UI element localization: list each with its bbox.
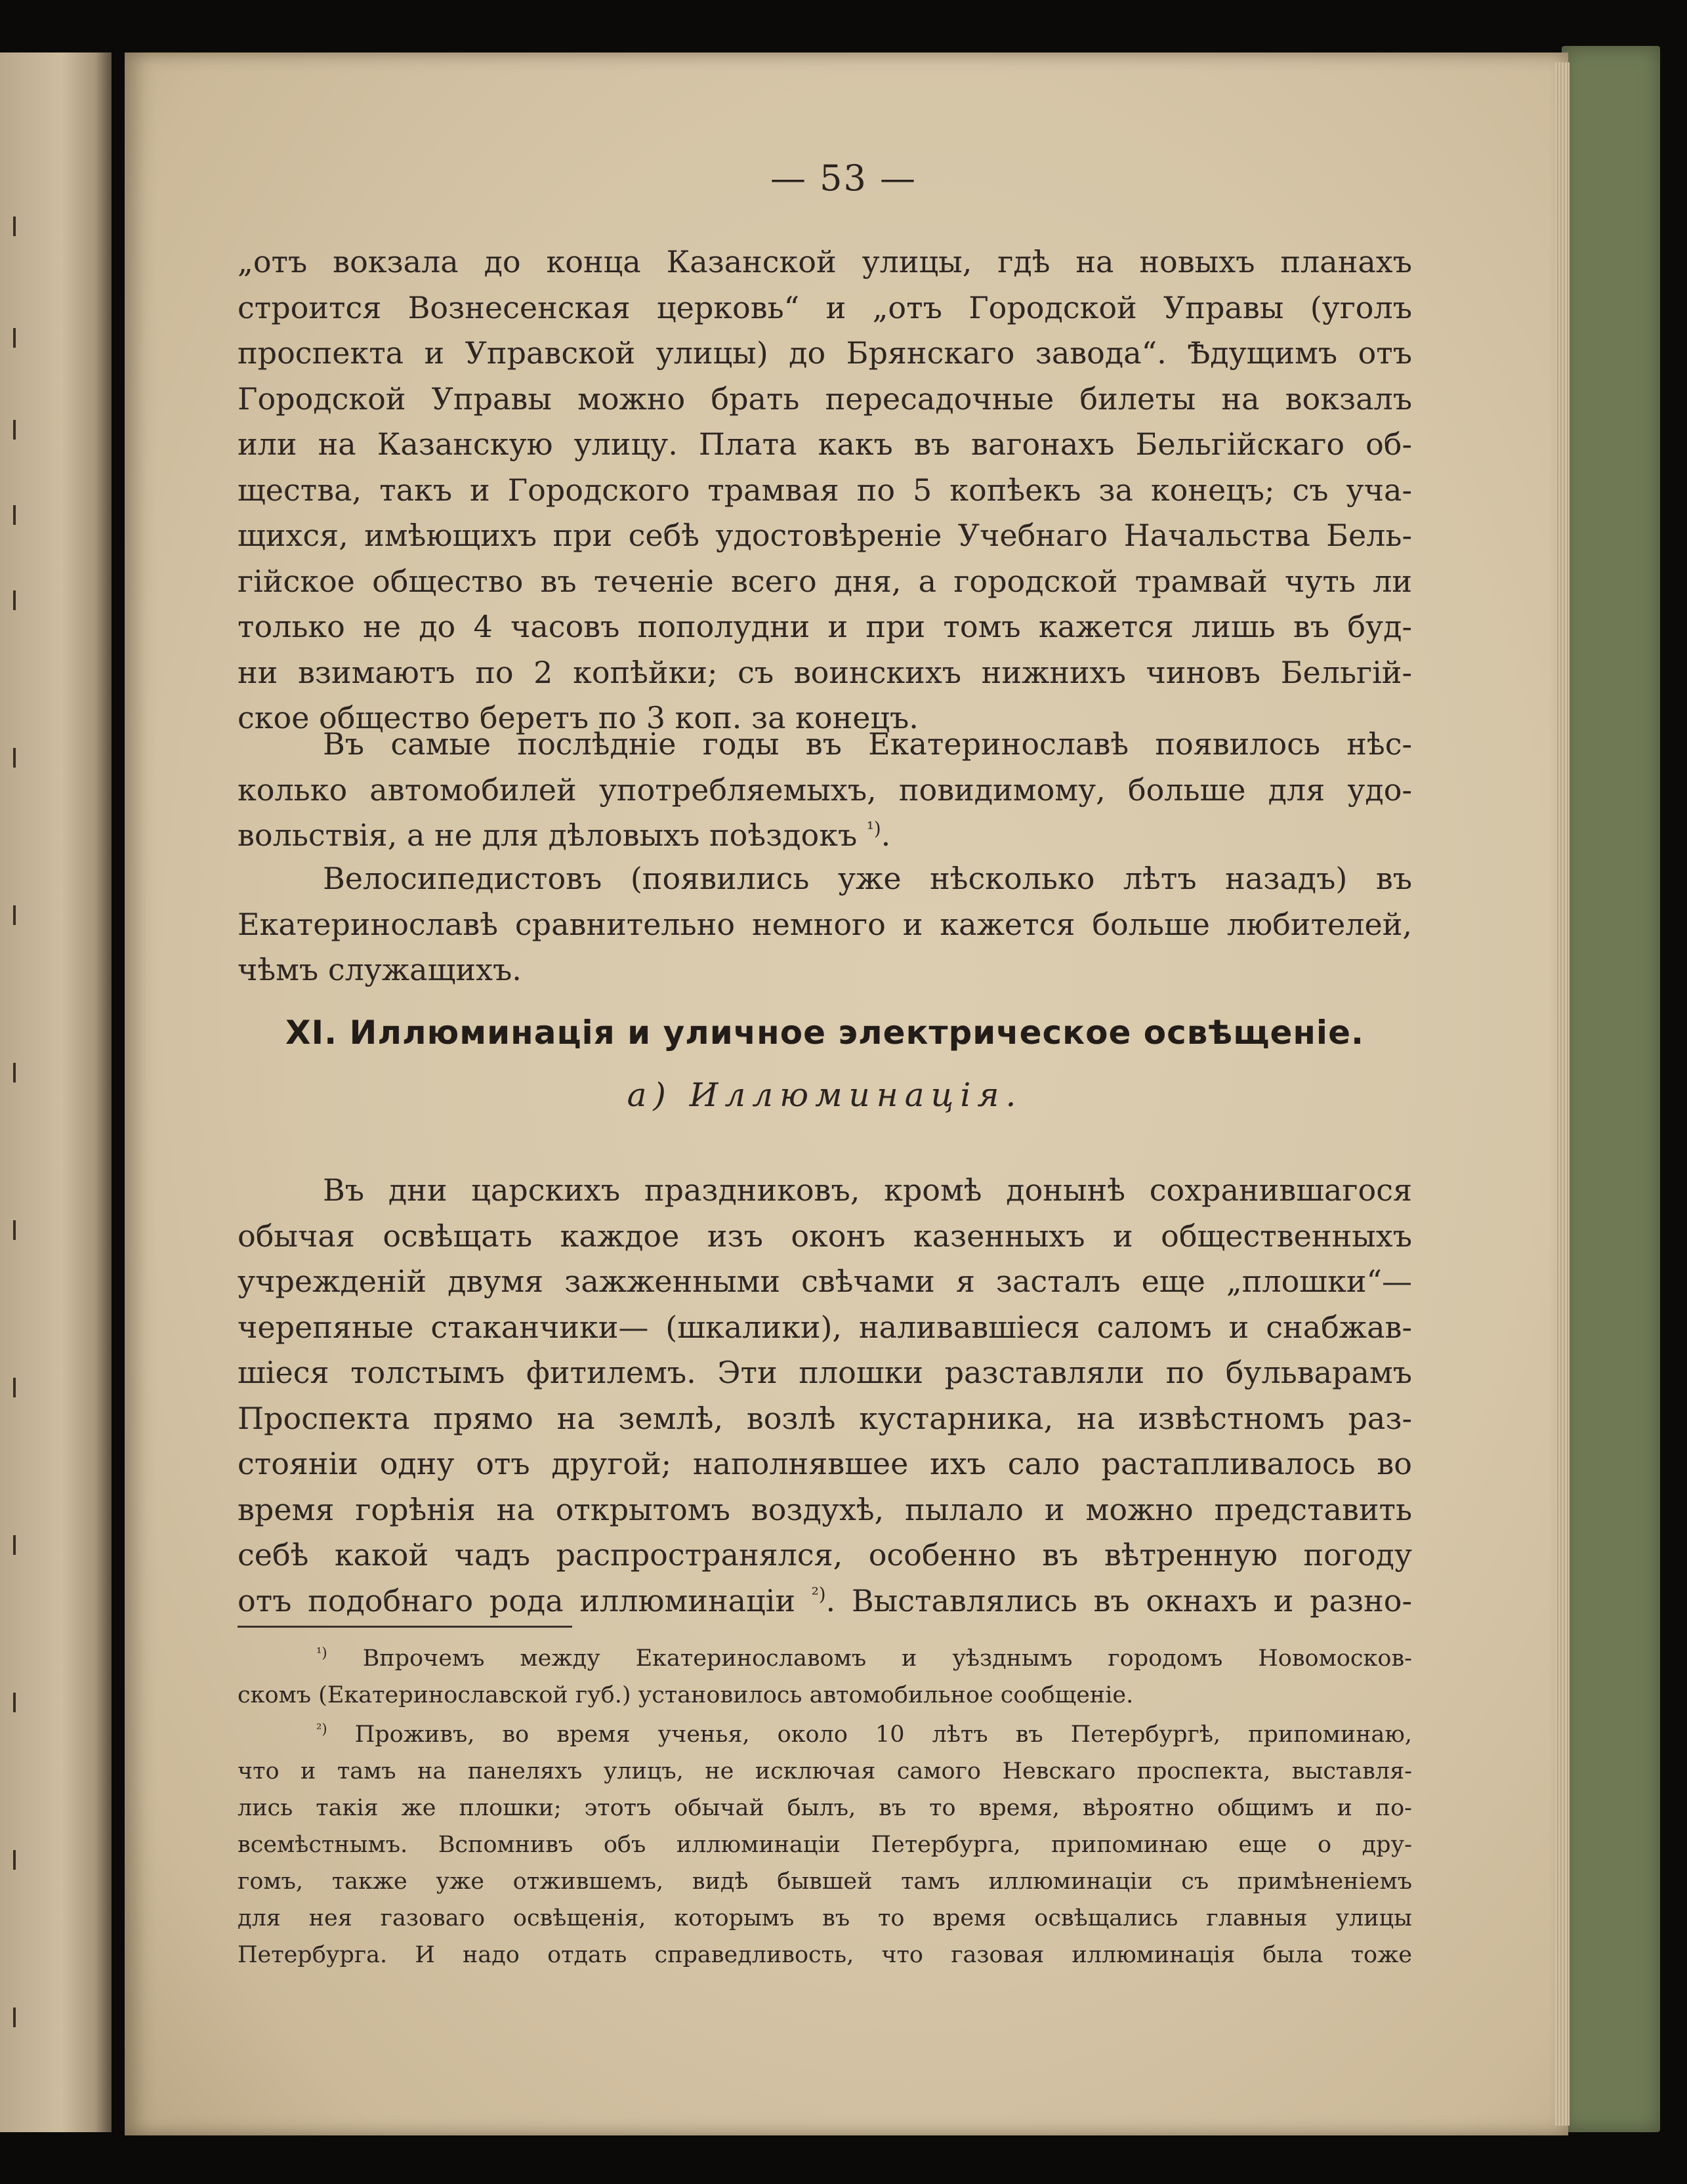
footnote-line: для нея газоваго освѣщенія, которымъ въ то время освѣщались главныя улицы — [238, 1905, 1412, 1931]
text-line: щества, такъ и Городского трамвая по 5 копѣекъ за конецъ; съ уча- — [238, 472, 1412, 508]
footnote-marker: ¹) — [316, 1645, 327, 1661]
text-fragment: Проживъ, во время ученья, около 10 лѣтъ въ Петербургѣ, припоминаю, — [354, 1721, 1412, 1748]
footnote-line: лись такія же плошки; этотъ обычай былъ, въ то время, вѣроятно общимъ и по- — [238, 1795, 1412, 1821]
text-line: чѣмъ служащихъ. — [238, 952, 522, 987]
footnote-line — [238, 1716, 1412, 1753]
ink-mark — [13, 1850, 16, 1870]
text-fragment: . — [881, 817, 891, 853]
ink-mark — [13, 590, 16, 610]
text-line: Городской Управы можно брать пересадочные билеты на вокзалъ — [238, 381, 1412, 417]
ink-mark — [13, 1693, 16, 1712]
text-line: шіеся толстымъ фитилемъ. Эти плошки разставляли по бульварамъ — [238, 1355, 1412, 1390]
ink-mark — [13, 905, 16, 925]
footnote-line: что и тамъ на панеляхъ улицъ, не исключая самого Невскаго проспекта, выставля- — [238, 1758, 1412, 1784]
ink-mark — [13, 505, 16, 525]
page-number: — 53 — — [770, 157, 917, 199]
text-line: только не до 4 часовъ пополудни и при томъ кажется лишь въ буд- — [238, 609, 1412, 644]
text-line: время горѣнія на открытомъ воздухѣ, пылало и можно представить — [238, 1491, 1412, 1527]
text-line: Въ самые послѣдніе годы въ Екатеринославѣ появилось нѣс- — [323, 726, 1412, 762]
text-line: черепяные стаканчики— (шкалики), наливавшіеся саломъ и снабжав- — [238, 1309, 1412, 1345]
text-line: ни взимаютъ по 2 копѣйки; съ воинскихъ нижнихъ чиновъ Бельгій- — [238, 654, 1412, 690]
text-fragment: . Выставлялись въ окнахъ и разно- — [825, 1582, 1413, 1618]
text-line — [238, 1578, 1412, 1624]
text-fragment: Впрочемъ между Екатеринославомъ и уѣзднымъ городомъ Новомосков- — [362, 1645, 1412, 1672]
section-heading: XI. Иллюминація и уличное электрическое освѣщеніе. — [285, 1014, 1364, 1052]
footnote-reference: ¹) — [866, 817, 881, 840]
footnote-line: Петербурга. И надо отдать справедливость, что газовая иллюминація была тоже — [238, 1942, 1412, 1968]
book-cover — [1562, 46, 1660, 2132]
text-line: учрежденій двумя зажженными свѣчами я засталъ еще „плошки“— — [238, 1264, 1412, 1299]
text-line: строится Вознесенская церковь“ и „отъ Городской Управы (уголъ — [238, 289, 1412, 325]
paragraph-1 — [238, 239, 1412, 741]
footnote-line: гомъ, также уже отжившемъ, видѣ бывшей тамъ иллюминаціи съ примѣненіемъ — [238, 1868, 1412, 1895]
text-line: Проспекта прямо на землѣ, возлѣ кустарника, на извѣстномъ раз- — [238, 1400, 1412, 1436]
ink-mark — [13, 1063, 16, 1082]
text-line — [238, 813, 1412, 859]
text-line: гійское общество въ теченіе всего дня, а городской трамвай чуть ли — [238, 563, 1412, 599]
footnote-line: всемѣстнымъ. Вспомнивъ объ иллюминаціи Петербурга, припоминаю еще о дру- — [238, 1832, 1412, 1858]
ink-mark — [13, 1535, 16, 1555]
footnote-reference: ²) — [811, 1583, 826, 1605]
text-line: стояніи одну отъ другой; наполнявшее ихъ сало растапливалось во — [238, 1446, 1412, 1481]
footnotes — [238, 1640, 1412, 1973]
footnote-marker: ²) — [316, 1721, 327, 1737]
text-line: Въ дни царскихъ праздниковъ, кромѣ донынѣ сохранившагося — [323, 1172, 1412, 1208]
text-line: или на Казанскую улицу. Плата какъ въ вагонахъ Бельгійскаго об- — [238, 426, 1412, 462]
text-line: „отъ вокзала до конца Казанской улицы, гдѣ на новыхъ планахъ — [238, 244, 1412, 279]
ink-mark — [13, 420, 16, 440]
ink-mark — [13, 2008, 16, 2027]
previous-page-edge — [0, 52, 112, 2132]
ink-mark — [13, 328, 16, 348]
text-line: обычая освѣщать каждое изъ оконъ казенныхъ и общественныхъ — [238, 1218, 1412, 1254]
text-line: себѣ какой чадъ распространялся, особенно въ вѣтренную погоду — [238, 1537, 1412, 1573]
page-stack-edge — [1555, 62, 1570, 2126]
text-line: ское общество беретъ по 3 коп. за конецъ. — [238, 700, 919, 735]
paragraph-2 — [238, 722, 1412, 859]
text-line: колько автомобилей употребляемыхъ, повидимому, больше для удо- — [238, 772, 1412, 808]
footnote-line: скомъ (Екатеринославской губ.) установилось автомобильное сообщеніе. — [238, 1682, 1134, 1708]
text-fragment: отъ подобнаго рода иллюминаціи — [238, 1582, 812, 1618]
ink-mark — [13, 1220, 16, 1240]
ink-mark — [13, 748, 16, 768]
ink-mark — [13, 1378, 16, 1397]
footnote-divider — [238, 1626, 572, 1628]
text-fragment: вольствія, а не для дѣловыхъ поѣздокъ — [238, 817, 867, 853]
subsection-heading: а) Иллюминація. — [627, 1076, 1023, 1114]
text-line: Велосипедистовъ (появились уже нѣсколько лѣтъ назадъ) въ — [323, 861, 1412, 896]
text-line: щихся, имѣющихъ при себѣ удостовѣреніе Учебнаго Начальства Бель- — [238, 518, 1412, 553]
text-line: Екатеринославѣ сравнительно немного и кажется больше любителей, — [238, 906, 1412, 942]
ink-mark — [13, 216, 16, 236]
text-line: проспекта и Управской улицы) до Брянскаго завода“. Ѣдущимъ отъ — [238, 335, 1412, 371]
footnote-line — [238, 1640, 1412, 1677]
paragraph-4 — [238, 1168, 1412, 1624]
paragraph-3 — [238, 856, 1412, 993]
